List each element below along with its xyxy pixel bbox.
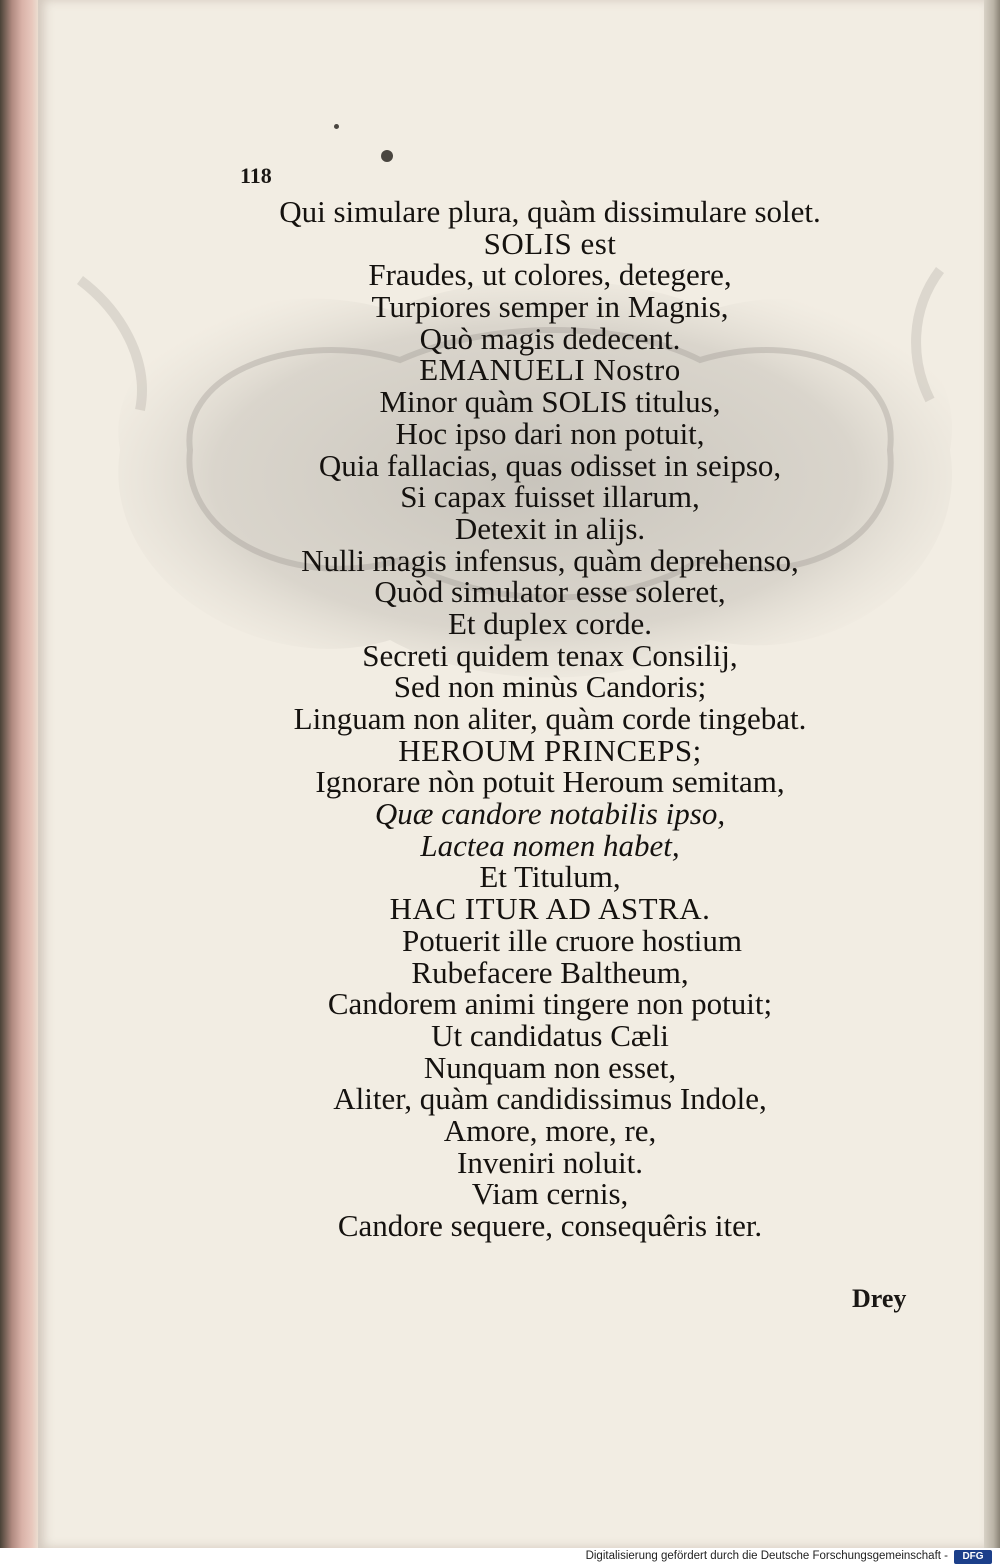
text-line: Inveniri noluit.: [457, 1144, 643, 1180]
text-line: HEROUM PRINCEPS;: [398, 732, 702, 768]
footer-credit: Digitalisierung gefördert durch die Deutsche Forschungsgemeinschaft -: [585, 1550, 948, 1562]
text-line: Quò magis dedecent.: [419, 320, 681, 356]
text-line: Ut candidatus Cæli: [431, 1017, 669, 1053]
text-line: Nunquam non esset,: [423, 1049, 677, 1085]
text-line: HAC ITUR AD ASTRA.: [389, 891, 711, 927]
text-line: Turpiores semper in Magnis,: [371, 289, 729, 325]
text-line: Quia fallacias, quas odisset in seipso,: [318, 447, 782, 483]
text-line: Hoc ipso dari non potuit,: [395, 415, 705, 451]
ink-blot: [381, 150, 393, 162]
text-line: Lactea nomen habet,: [420, 827, 680, 863]
page-edge-left: [0, 0, 40, 1567]
text-line: Et duplex corde.: [447, 605, 652, 641]
text-line: Potuerit ille cruore hostium: [401, 922, 743, 958]
text-line: Candorem animi tingere non potuit;: [327, 986, 773, 1022]
dfg-logo-icon: DFG: [954, 1550, 992, 1564]
text-line: Et Titulum,: [479, 859, 621, 895]
ink-blot: [334, 124, 339, 129]
text-line: EMANUELI Nostro: [419, 352, 681, 388]
text-line: Qui simulare plura, quàm dissimulare solet.: [279, 194, 821, 229]
text-line: Viam cernis,: [471, 1176, 629, 1212]
text-line: Detexit in alijs.: [454, 510, 646, 546]
body-text: [230, 196, 870, 1242]
text-line: Quòd simulator esse soleret,: [374, 574, 726, 610]
text-line: Linguam non aliter, quàm corde tingebat.: [293, 701, 807, 736]
text-line: Quæ candore notabilis ipso,: [374, 796, 726, 832]
text-line: Fraudes, ut colores, detegere,: [368, 257, 732, 293]
text-line: Rubefacere Baltheum,: [411, 954, 689, 990]
text-line: Ignorare nòn potuit Heroum semitam,: [315, 764, 785, 800]
text-line: Secreti quidem tenax Consilij,: [362, 637, 738, 673]
text-line: SOLIS est: [483, 225, 617, 261]
page-number: 118: [240, 163, 272, 188]
text-line: Aliter, quàm candidissimus Indole,: [333, 1081, 767, 1117]
text-line: Candore sequere, consequêris iter.: [337, 1208, 763, 1243]
text-line: Amore, more, re,: [443, 1112, 657, 1148]
catchword: Drey: [852, 1284, 907, 1313]
text-line: Nulli magis infensus, quàm deprehenso,: [301, 542, 799, 578]
text-line: Minor quàm SOLIS titulus,: [379, 384, 721, 420]
text-line: Sed non minùs Candoris;: [393, 669, 707, 705]
page-edge-right: [984, 0, 1000, 1548]
digitization-footer: [0, 1548, 1000, 1567]
text-line: Si capax fuisset illarum,: [400, 479, 700, 515]
